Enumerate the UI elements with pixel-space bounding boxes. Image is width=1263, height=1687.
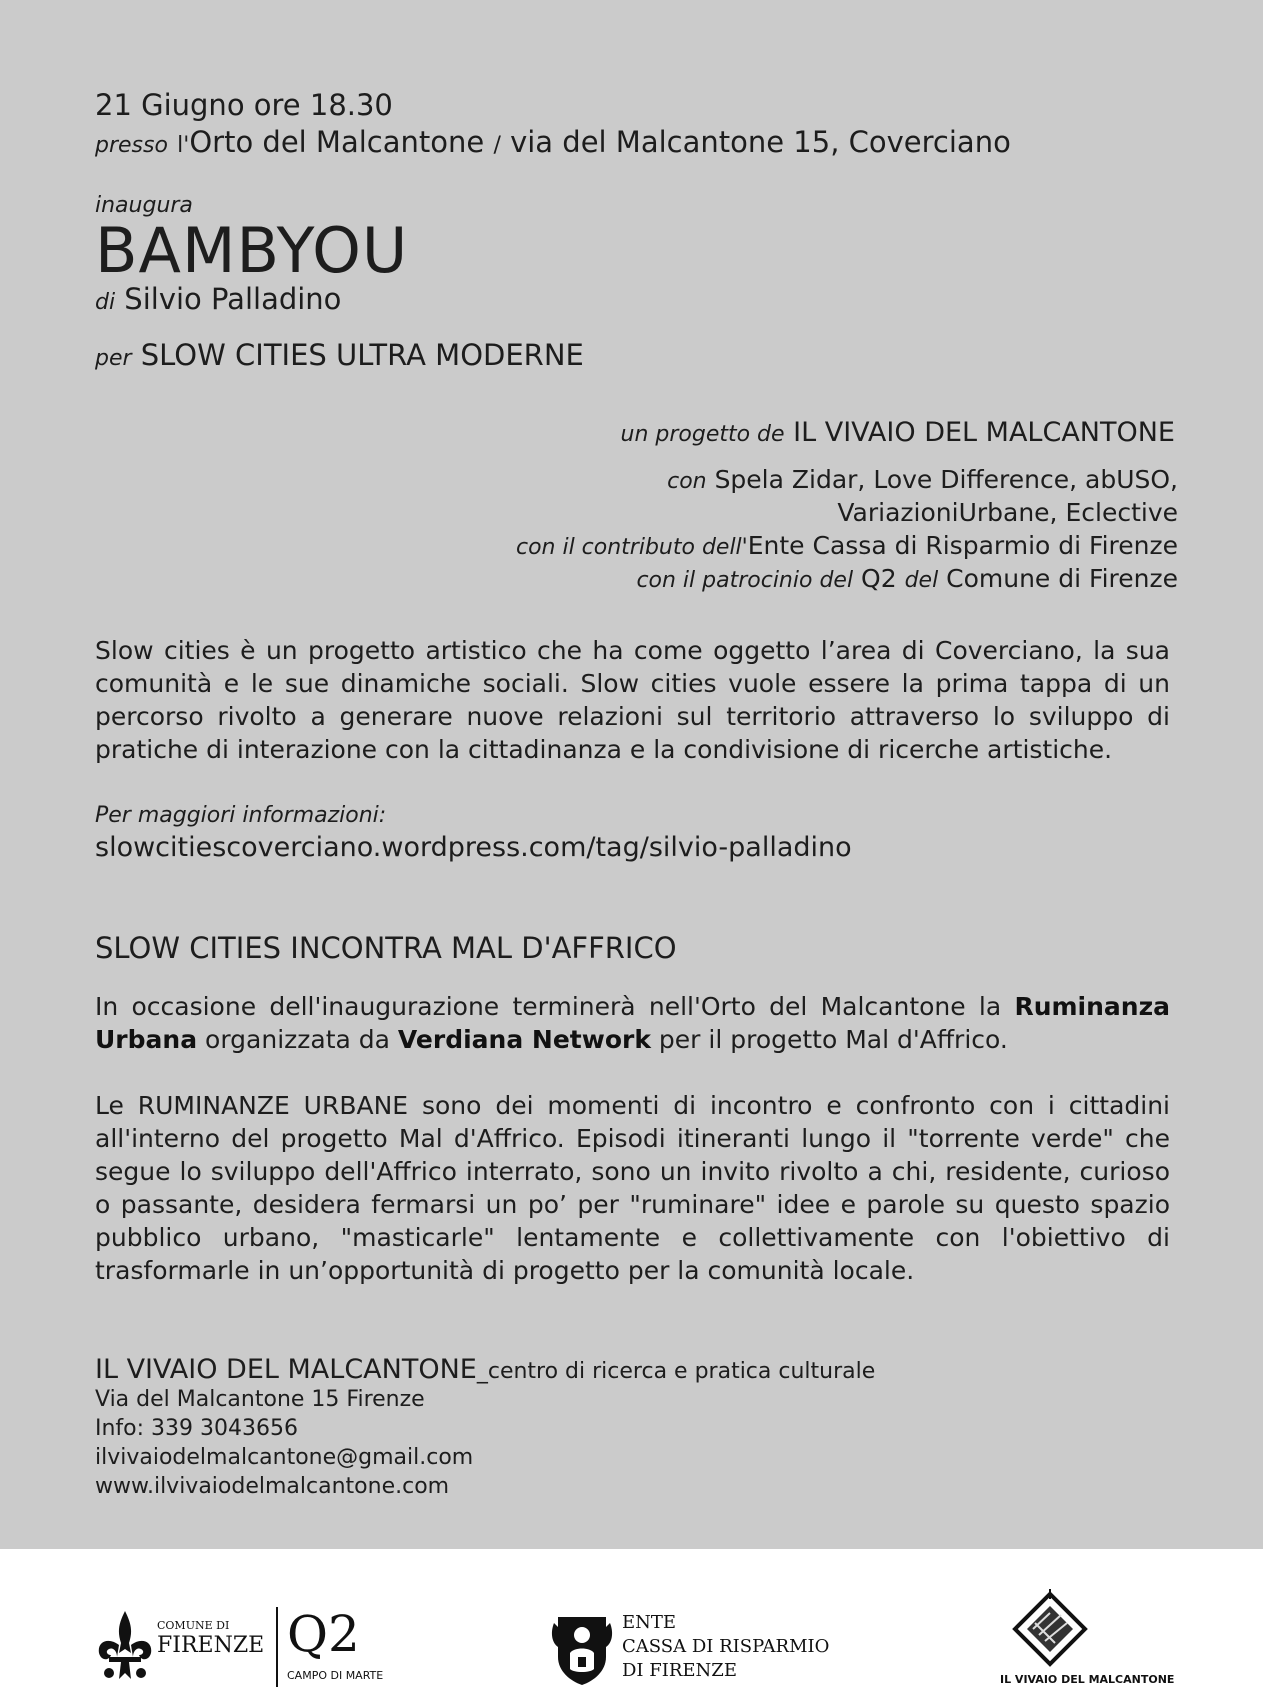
patro-q2: Q2: [861, 564, 897, 593]
credit-con-line2: VariazioniUrbane, Eclective: [837, 498, 1178, 527]
credit-progetto: [621, 416, 1176, 451]
series-prefix: per: [95, 346, 132, 371]
venue-prefix: presso: [95, 133, 168, 158]
contrib-prefix: con il contributo dell': [515, 535, 748, 560]
comune-firenze-logo: [95, 1601, 395, 1687]
venue-name: Orto del Malcantone: [189, 125, 485, 159]
ente-line2: CASSA DI RISPARMIO: [622, 1636, 830, 1657]
p1-ruminanza: Ruminanza Urbana: [95, 992, 1171, 1054]
patro-del: del: [904, 568, 939, 593]
firenze-name: FIRENZE: [157, 1633, 265, 1658]
credit-patrocinio: [636, 562, 1178, 597]
info-label: Per maggiori informazioni:: [95, 803, 387, 828]
credit-contributo: [516, 529, 1178, 564]
vivaio-caption: IL VIVAIO DEL MALCANTONE: [1000, 1673, 1175, 1686]
intro-paragraph: Slow cities è un progetto artistico che ha come oggetto l’area di Coverciano, la sua comunità e le sue dinamiche sociali. Slow cities vuole essere la prima tappa di un percorso rivolto a generare nuove relazioni sul territorio attraverso lo sviluppo di pratiche di interazione con la cittadinanza e la condivisione di ricerche artistiche.: [95, 636, 1170, 764]
patro-name: Comune di Firenze: [946, 564, 1178, 593]
ente-crest-icon: [550, 1613, 614, 1685]
event-author: [95, 282, 341, 316]
section-title: SLOW CITIES INCONTRA MAL D'AFFRICO: [95, 931, 677, 965]
ente-line3: DI FIRENZE: [622, 1660, 737, 1681]
fleur-de-lis-icon: [95, 1609, 155, 1683]
p1-e: per il progetto Mal d'Affrico.: [658, 1025, 1008, 1054]
org-website[interactable]: www.ilvivaiodelmalcantone.com: [95, 1474, 450, 1499]
venue-article: l': [177, 133, 190, 158]
event-series: [95, 338, 584, 372]
vivaio-sketch-icon: [1005, 1589, 1095, 1669]
venue-address: via del Malcantone 15, Coverciano: [510, 125, 1011, 159]
vivaio-logo: [1000, 1589, 1180, 1687]
contrib-name: Ente Cassa di Risparmio di Firenze: [747, 531, 1178, 560]
p1-a: In occasione dell'inaugurazione terminerà nell'Orto del Malcantone la: [95, 992, 1002, 1021]
progetto-prefix: un progetto de: [620, 422, 785, 447]
section-paragraph-1: [95, 990, 1170, 1056]
org-tagline: _centro di ricerca e pratica culturale: [476, 1359, 876, 1384]
con-prefix: con: [667, 469, 707, 494]
credit-con: [667, 463, 1178, 498]
p1-c: organizzata da: [205, 1025, 390, 1054]
con-line1: Spela Zidar, Love Difference, abUSO,: [714, 465, 1178, 494]
logo-divider: [276, 1607, 278, 1687]
ente-cassa-logo: [550, 1613, 840, 1687]
firenze-top: COMUNE DI: [157, 1619, 230, 1632]
series-name: SLOW CITIES ULTRA MODERNE: [140, 338, 584, 372]
author-name: Silvio Palladino: [124, 282, 342, 316]
section-paragraph-2: Le RUMINANZE URBANE sono dei momenti di incontro e confronto con i cittadini all'interno del progetto Mal d'Affrico. Episodi itineranti lungo il "torrente verde" che segue lo sviluppo dell'Affrico interrato, sono un invito rivolto a chi, residente, curioso o passante, desidera fermarsi un po’ per "ruminare" idee e parole su questo spazio pubblico urbano, "masticarle" lentamente e collettivamente con l'obiettivo di trasformarle in un’opportunità di progetto per la comunità locale.: [95, 1091, 1170, 1285]
inaugura-label: inaugura: [95, 193, 193, 218]
event-date: 21 Giugno ore 18.30: [95, 88, 393, 122]
org-email[interactable]: ilvivaiodelmalcantone@gmail.com: [95, 1445, 474, 1470]
org-address: Via del Malcantone 15 Firenze: [95, 1387, 425, 1412]
patro-prefix: con il patrocinio del: [636, 568, 854, 593]
ente-line1: ENTE: [622, 1612, 677, 1633]
event-venue: [95, 125, 1011, 159]
org-phone: Info: 339 3043656: [95, 1416, 299, 1441]
venue-separator: /: [493, 133, 501, 158]
info-url[interactable]: slowcitiescoverciano.wordpress.com/tag/silvio-palladino: [95, 832, 852, 863]
event-title: BAMBYOU: [95, 214, 409, 287]
q2-sub: CAMPO DI MARTE: [287, 1669, 384, 1682]
org-name: IL VIVAIO DEL MALCANTONE: [95, 1354, 477, 1385]
author-prefix: di: [95, 290, 116, 315]
org-heading: [95, 1354, 875, 1385]
progetto-name: IL VIVAIO DEL MALCANTONE: [793, 417, 1175, 448]
sponsor-footer: [0, 1549, 1263, 1687]
p1-verdiana: Verdiana Network: [397, 1025, 651, 1054]
q2-mark: Q2: [287, 1605, 360, 1663]
